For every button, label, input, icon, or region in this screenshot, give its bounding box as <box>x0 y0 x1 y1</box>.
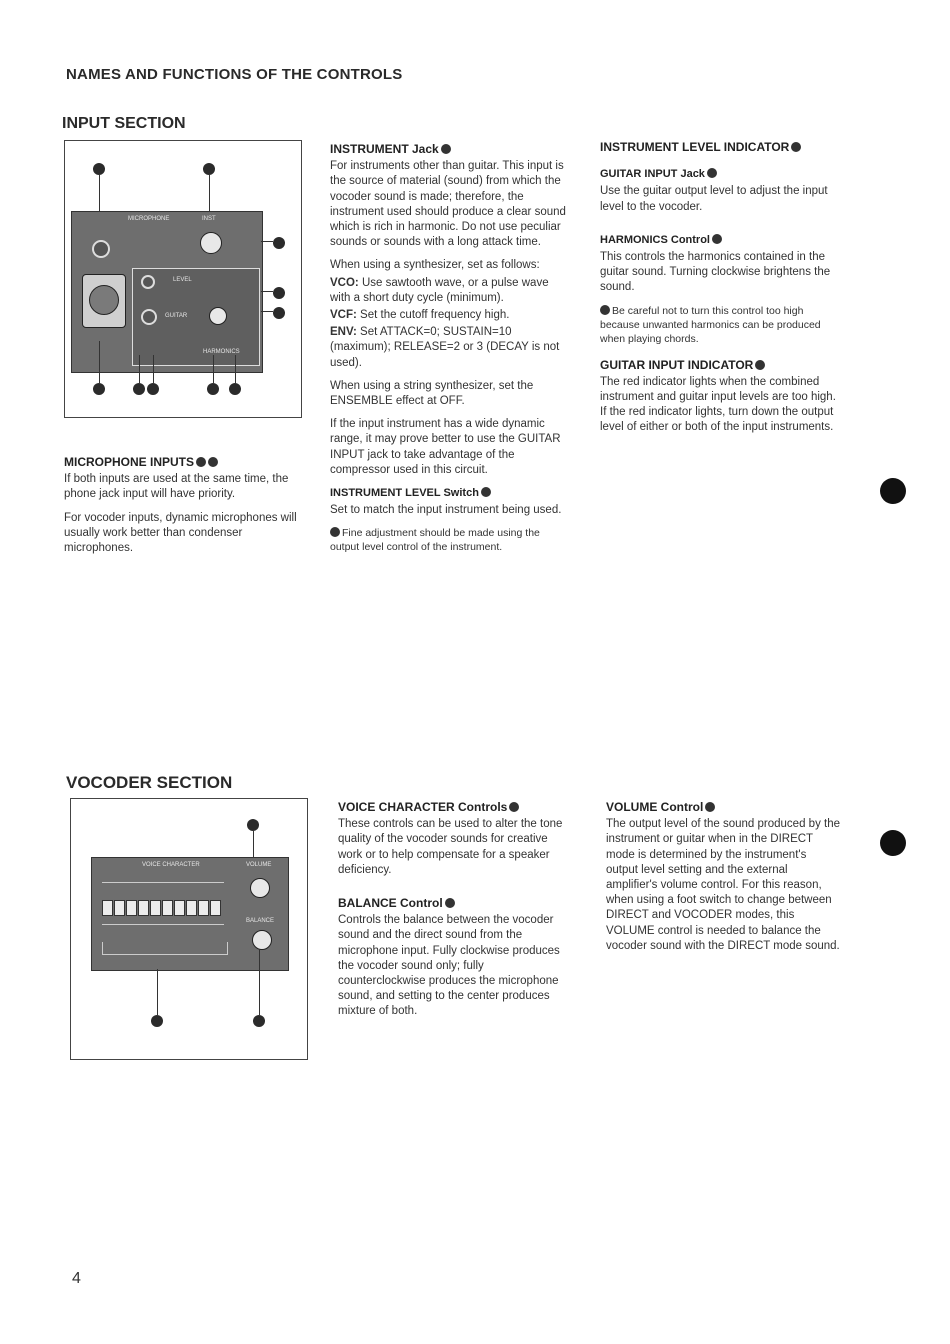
panel-label-volume: VOLUME <box>246 862 272 868</box>
panel-label-voice: VOICE CHARACTER <box>142 862 200 868</box>
callout-h <box>147 383 159 395</box>
env-text: Set ATTACK=0; SUSTAIN=10 (maximum); RELEASE=2 or 3 (DECAY is not used). <box>330 326 560 369</box>
vocoder-section-figure <box>70 798 308 1060</box>
callout-k <box>247 819 259 831</box>
panel-label-guitar: GUITAR <box>165 313 188 319</box>
input-section-title: INPUT SECTION <box>62 115 186 132</box>
balance-knob <box>252 930 272 950</box>
panel-label-mic: MICROPHONE <box>128 216 170 222</box>
callout-i <box>207 383 219 395</box>
microphone-p2: For vocoder inputs, dynamic microphones will usually work better than condenser microphones. <box>64 511 297 555</box>
callout-f <box>93 383 105 395</box>
harmonics-p1: This controls the harmonics contained in the guitar sound. Turning clockwise brightens the sound. <box>600 251 831 294</box>
vcf-label: VCF: <box>330 309 357 322</box>
voice-character-heading: VOICE CHARACTER Controls <box>338 800 508 814</box>
balance-p1: Controls the balance between the vocoder sound and the direct sound from the microphone input. Fully clockwise produces the vocoder sound only; fully counterclockwise produces the microphone sound, and setting to the center produces mixture of both. <box>338 914 560 1018</box>
instrument-level-switch-heading: INSTRUMENT LEVEL Switch <box>330 487 479 500</box>
page-title: NAMES AND FUNCTIONS OF THE CONTROLS <box>66 66 403 83</box>
volume-knob <box>250 878 270 898</box>
callout-j <box>229 383 241 395</box>
balance-heading: BALANCE Control <box>338 896 443 911</box>
inst-jack <box>141 275 155 289</box>
callout-b <box>203 163 215 175</box>
guitar-jack <box>141 309 157 325</box>
microphone-p1: If both inputs are used at the same time, the phone jack input will have priority. <box>64 473 289 501</box>
vco-label: VCO: <box>330 276 359 289</box>
harmonics-knob <box>209 307 227 325</box>
panel-label-inst: INST <box>202 216 216 222</box>
xlr-input <box>82 274 126 328</box>
instrument-level-switch-note: Fine adjustment should be made using the output level control of the instrument. <box>330 527 540 554</box>
callout-c <box>273 237 285 249</box>
instrument-jack-heading: INSTRUMENT Jack <box>330 142 439 156</box>
vocoder-section-title: VOCODER SECTION <box>66 773 233 792</box>
callout-a <box>93 163 105 175</box>
callout-m <box>253 1015 265 1027</box>
binder-hole-mark <box>880 830 906 856</box>
instrument-jack-block <box>330 142 566 562</box>
panel-label-balance: BALANCE <box>246 918 275 924</box>
microphone-inputs-block <box>64 455 298 564</box>
input-column-3 <box>600 140 840 444</box>
guitar-input-indicator-heading: GUITAR INPUT INDICATOR <box>600 357 754 372</box>
env-label: ENV: <box>330 326 357 339</box>
callout-l <box>151 1015 163 1027</box>
instrument-level-indicator-heading: INSTRUMENT LEVEL INDICATOR <box>600 140 790 154</box>
callout-e <box>273 307 285 319</box>
vcf-text: Set the cutoff frequency high. <box>360 309 510 322</box>
panel-label-harmonics: HARMONICS <box>203 349 240 355</box>
guitar-input-jack-p1: Use the guitar output level to adjust the input level to the vocoder. <box>600 185 828 213</box>
guitar-input-indicator-p1: The red indicator lights when the combined instrument and guitar input levels are too high. If the red indicator lights, turn down the output level of either or both of the input instruments. <box>600 375 836 434</box>
vco-text: Use sawtooth wave, or a pulse wave with a short duty cycle (minimum). <box>330 276 549 304</box>
instrument-jack-p2: When using a synthesizer, set as follows: <box>330 259 540 272</box>
page-number: 4 <box>72 1270 81 1287</box>
volume-heading: VOLUME Control <box>606 800 704 814</box>
volume-p1: The output level of the sound produced by the instrument or guitar when in the DIRECT mode is determined by the instrument's output level setting and the external amplifier's volume control. For this reason, when using a foot switch to change between DIRECT and VOCODER modes, this VOLUME control is needed to balance the vocoder sound with the DIRECT mode sound. <box>606 818 840 952</box>
voice-character-sliders <box>102 874 232 934</box>
binder-hole-mark <box>880 478 906 504</box>
harmonics-note: Be careful not to turn this control too high because unwanted harmonics can be produced when playing chords. <box>600 304 821 345</box>
instrument-level-switch-p1: Set to match the input instrument being used. <box>330 504 562 517</box>
vocoder-column-2 <box>338 800 570 1028</box>
vocoder-column-3 <box>606 800 840 962</box>
voice-character-p1: These controls can be used to alter the tone quality of the vocoder sounds for creative work or to help compensate for a speaker deficiency. <box>338 818 563 876</box>
harmonics-heading: HARMONICS Control <box>600 233 710 246</box>
instrument-level-knob <box>200 232 222 254</box>
guitar-subpanel: LEVEL GUITAR HARMONICS <box>132 268 260 366</box>
microphone-heading: MICROPHONE INPUTS <box>64 455 195 469</box>
instrument-jack-p4: If the input instrument has a wide dynamic range, it may prove better to use the GUITAR INPUT jack to take advantage of the compressor used in this circuit. <box>330 418 561 476</box>
guitar-input-jack-heading: GUITAR INPUT Jack <box>600 168 705 181</box>
callout-g <box>133 383 145 395</box>
instrument-jack-p3: When using a string synthesizer, set the ENSEMBLE effect at OFF. <box>330 379 534 408</box>
input-section-figure <box>64 140 302 418</box>
instrument-jack-p1: For instruments other than guitar. This input is the source of material (sound) from which the vocoder sound is made; therefore, the instrument used should produce a clear sound which is rich in harmonic. Do not use peculiar sounds or sounds with a long attack time. <box>330 160 566 249</box>
mic-phone-jack <box>92 240 110 258</box>
callout-d <box>273 287 285 299</box>
